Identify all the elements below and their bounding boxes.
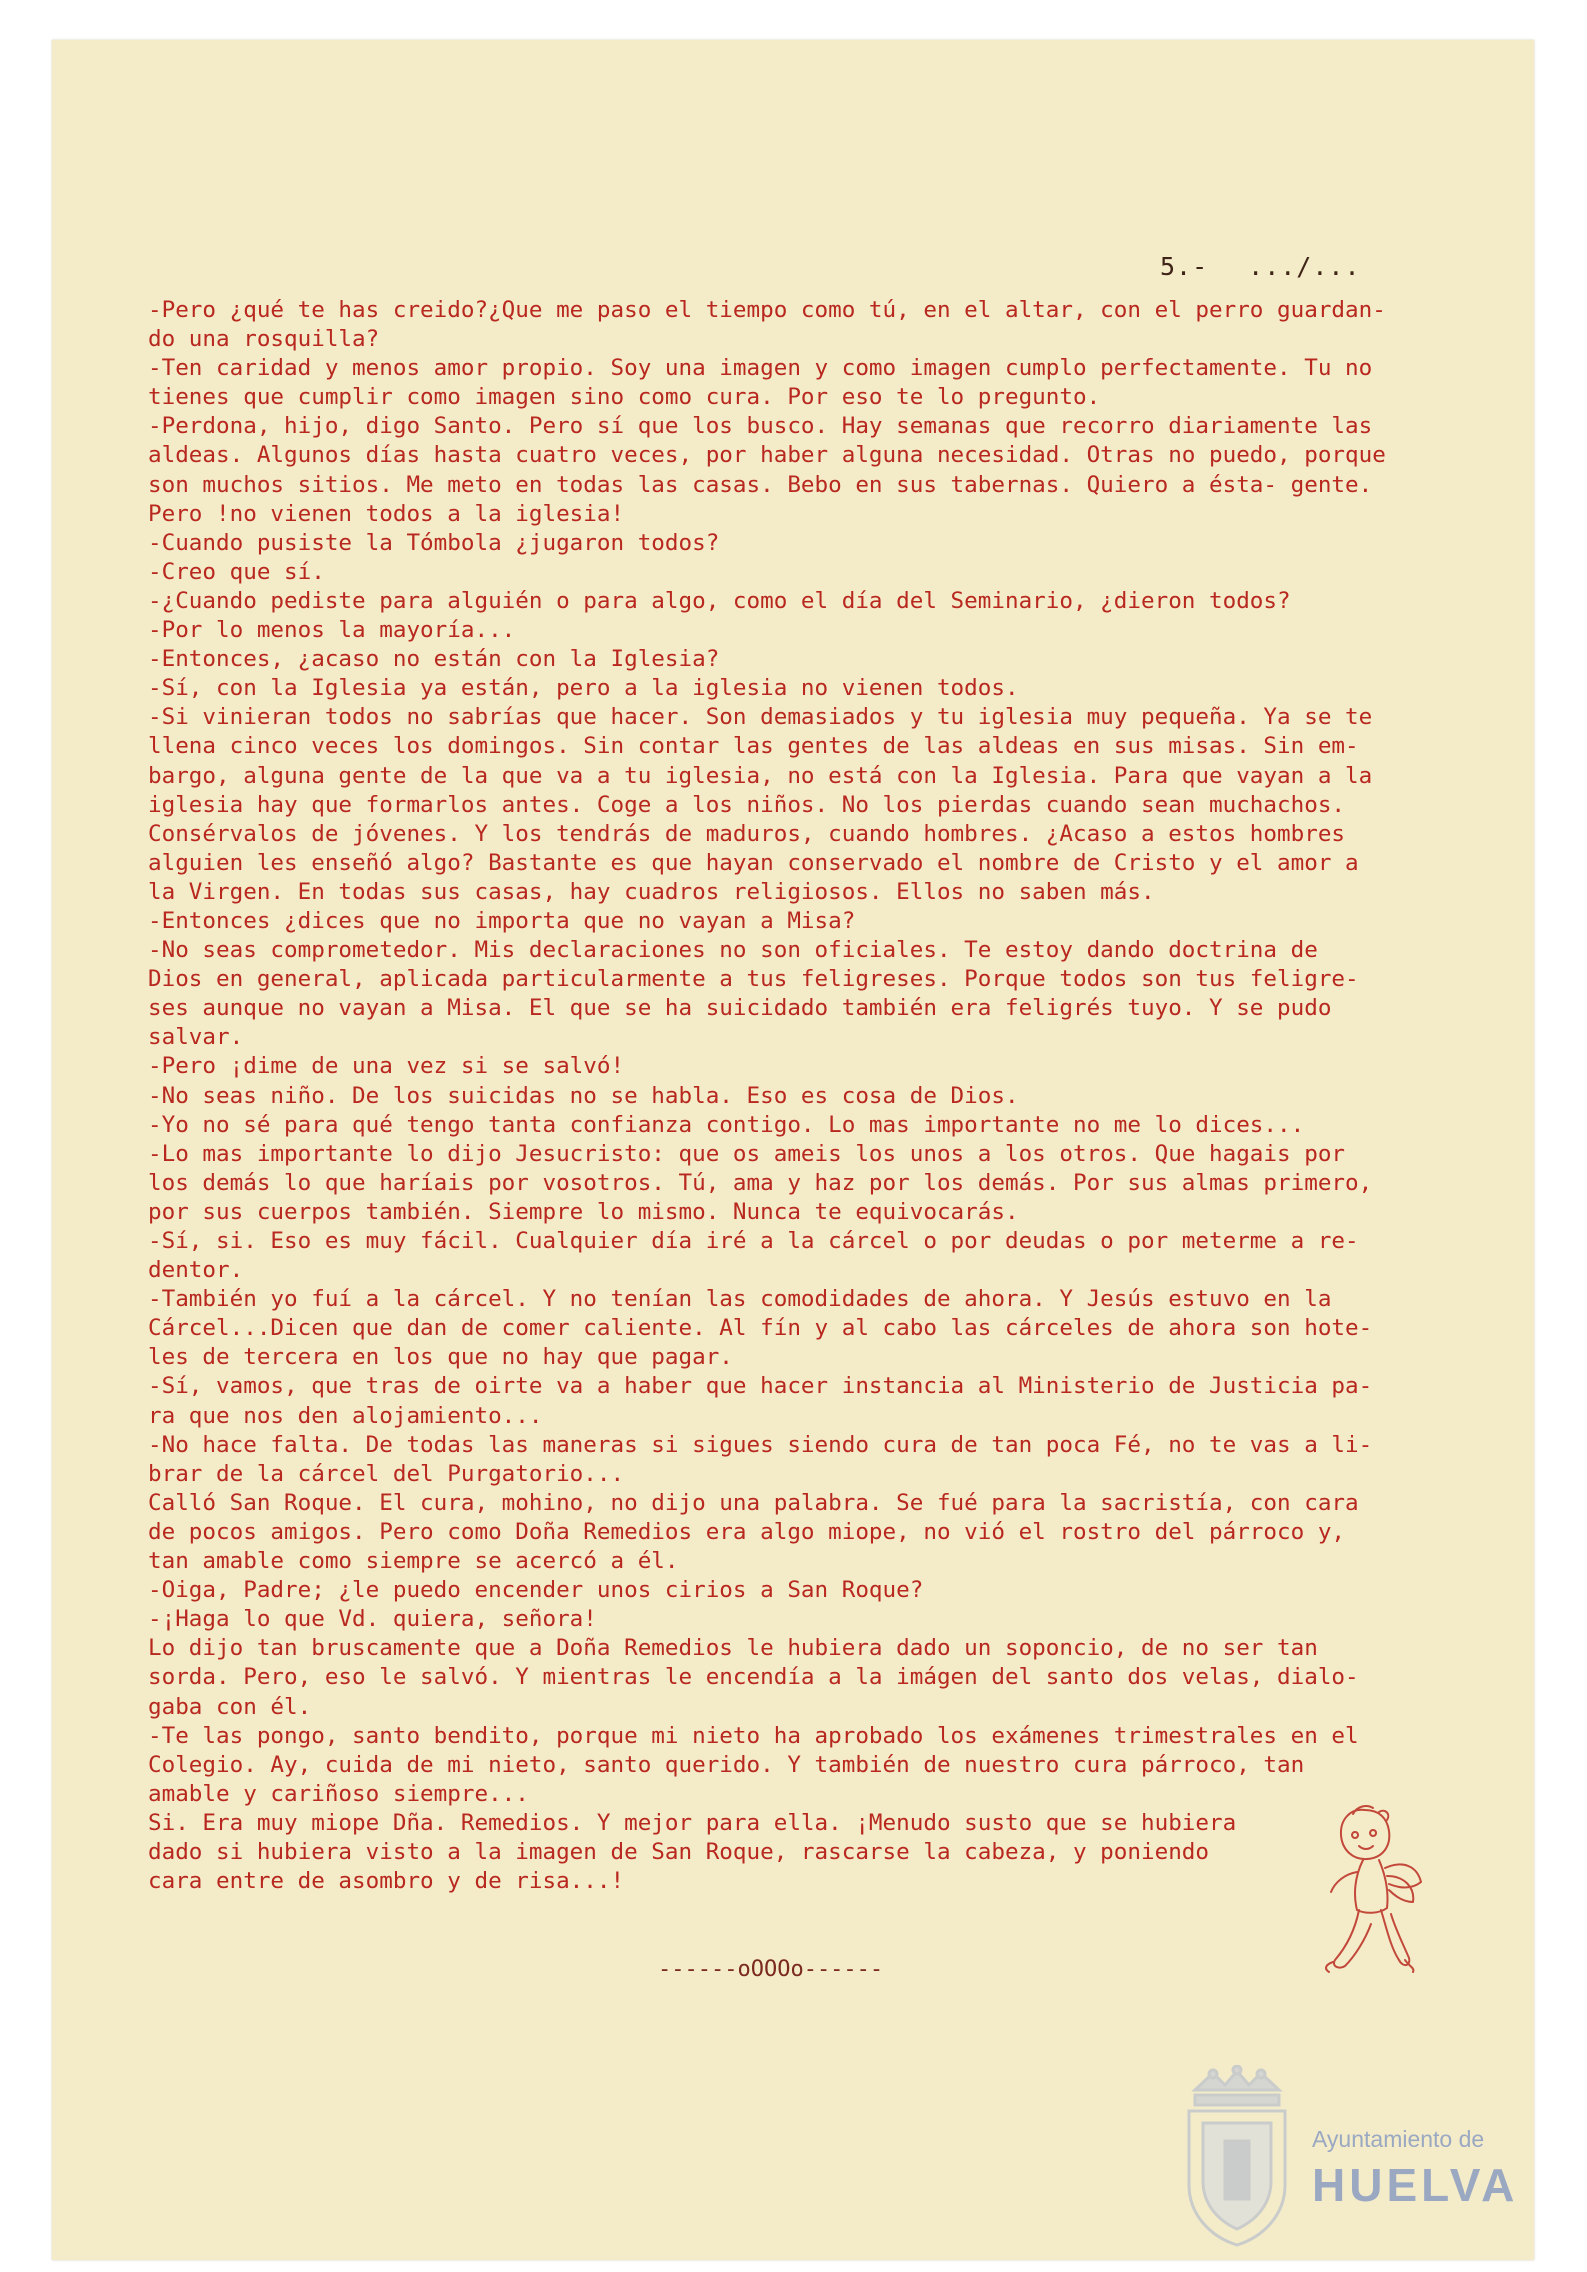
continuation-mark: .../...	[1248, 252, 1361, 281]
watermark-text-huelva: HUELVA	[1312, 2159, 1519, 2211]
page-number	[1160, 252, 1361, 281]
typed-body-text: -Pero ¿qué te has creido?¿Que me paso el tiempo como tú, en el altar, con el perro guardan- do una rosquilla? -Ten caridad y menos amor propio. Soy una imagen y como imagen cumplo perfectamente. Tu no tienes que cumplir como imagen sino como cura. Por eso te lo pregunto. -Perdona, hijo, digo Santo. Pero sí que los busco. Hay semanas que recorro diariamente las aldeas. Algunos días hasta cuatro veces, por haber alguna necesidad. Otras no puedo, porque son muchos sitios. Me meto en todas las casas. Bebo en sus tabernas. Quiero a ésta- gente. Pero !no vienen todos a la iglesia! -Cuando pusiste la Tómbola ¿jugaron todos? -Creo que sí. -¿Cuando pediste para alguién o para algo, como el día del Seminario, ¿dieron todos? -Por lo menos la mayoría... -Entonces, ¿acaso no están con la Iglesia? -Sí, con la Iglesia ya están, pero a la iglesia no vienen todos. -Si vinieran todos no sabrías que hacer. Son demasiados y tu iglesia muy pequeña. Ya se te llena cinco veces los domingos. Sin contar las gentes de las aldeas en sus misas. Sin em- bargo, alguna gente de la que va a tu iglesia, no está con la Iglesia. Para que vayan a la iglesia hay que formarlos antes. Coge a los niños. No los pierdas cuando sean muchachos. Consérvalos de jóvenes. Y los tendrás de maduros, cuando hombres. ¿Acaso a estos hombres alguien les enseñó algo? Bastante es que hayan conservado el nombre de Cristo y el amor a la Virgen. En todas sus casas, hay cuadros religiosos. Ellos no saben más. -Entonces ¿dices que no importa que no vayan a Misa? -No seas comprometedor. Mis declaraciones no son oficiales. Te estoy dando doctrina de Dios en general, aplicada particularmente a tus feligreses. Porque todos son tus feligre- ses aunque no vayan a Misa. El que se ha suicidado también era feligrés tuyo. Y se pudo salvar. -Pero ¡dime de una vez si se salvó! -No seas niño. De los suicidas no se habla. Eso es cosa de Dios. -Yo no sé para qué tengo tanta confianza contigo. Lo mas importante no me lo dices... -Lo mas importante lo dijo Jesucristo: que os ameis los unos a los otros. Que hagais por los demás lo que haríais por vosotros. Tú, ama y haz por los demás. Por sus almas primero, por sus cuerpos también. Siempre lo mismo. Nunca te equivocarás. -Sí, si. Eso es muy fácil. Cualquier día iré a la cárcel o por deudas o por meterme a re- dentor. -También yo fuí a la cárcel. Y no tenían las comodidades de ahora. Y Jesús estuvo en la Cárcel...Dicen que dan de comer caliente. Al fín y al cabo las cárceles de ahora son hote- les de tercera en los que no hay que pagar. -Sí, vamos, que tras de oirte va a haber que hacer instancia al Ministerio de Justicia pa- ra que nos den alojamiento... -No hace falta. De todas las maneras si sigues siendo cura de tan poca Fé, no te vas a li- brar de la cárcel del Purgatorio... Calló San Roque. El cura, mohino, no dijo una palabra. Se fué para la sacristía, con cara de pocos amigos. Pero como Doña Remedios era algo miope, no vió el rostro del párroco y, tan amable como siempre se acercó a él. -Oiga, Padre; ¿le puedo encender unos cirios a San Roque? -¡Haga lo que Vd. quiera, señora! Lo dijo tan bruscamente que a Doña Remedios le hubiera dado un soponcio, de no ser tan sorda. Pero, eso le salvó. Y mientras le encendía a la imágen del santo dos velas, dialo- gaba con él. -Te las pongo, santo bendito, porque mi nieto ha aprobado los exámenes trimestrales en el Colegio. Ay, cuida de mi nieto, santo querido. Y también de nuestro cura párroco, tan amable y cariñoso siempre... Si. Era muy miope Dña. Remedios. Y mejor para ella. ¡Menudo susto que se hubiera dado si hubiera visto a la imagen de San Roque, rascarse la cabeza, y poniendo cara entre de asombro y de risa...!	[148, 297, 1386, 1895]
cherub-drawing-icon	[1295, 1790, 1455, 2040]
end-separator: ------oOOOo------	[658, 1957, 884, 1982]
watermark-text-ayuntamiento: Ayuntamiento de	[1312, 2126, 1485, 2152]
page-number-value: 5.-	[1160, 252, 1209, 281]
